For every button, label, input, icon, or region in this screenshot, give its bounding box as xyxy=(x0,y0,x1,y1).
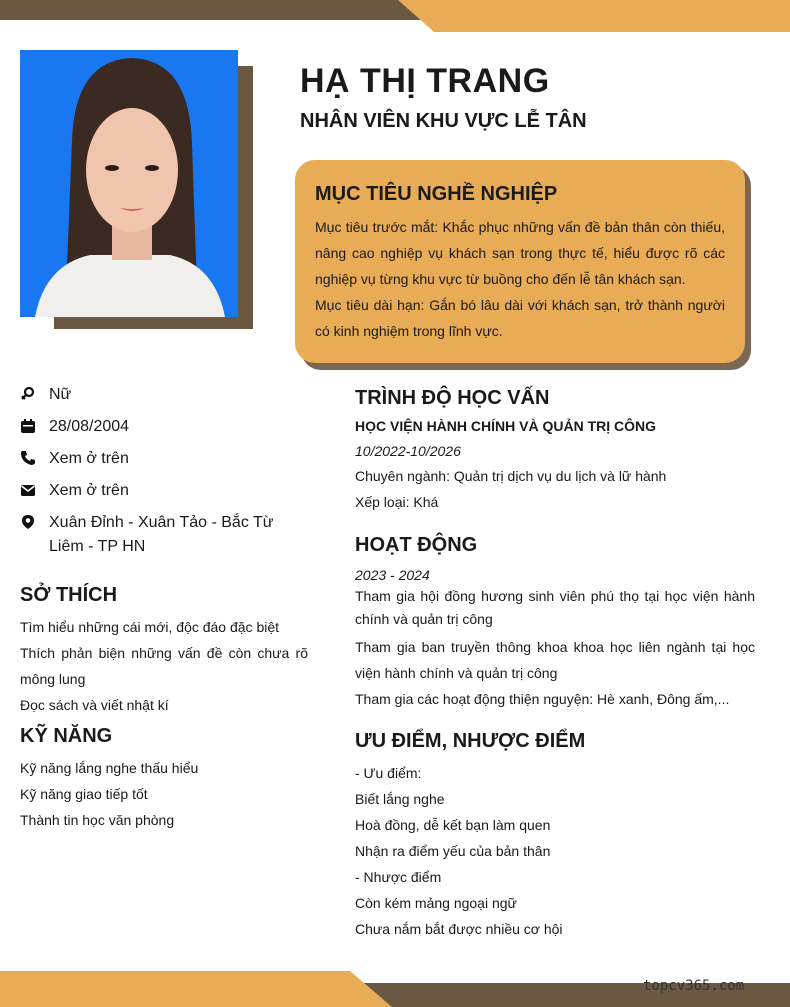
phone-icon xyxy=(20,450,36,466)
strengths-title: ƯU ĐIỂM, NHƯỢC ĐIỂM xyxy=(355,730,586,752)
education-details xyxy=(355,463,755,515)
skill-item: Kỹ năng giao tiếp tốt xyxy=(20,786,148,802)
skill-item: Thành tin học văn phòng xyxy=(20,812,175,828)
hobbies-list xyxy=(20,614,308,718)
strength-item: Hoà đồng, dễ kết bạn làm quen xyxy=(355,817,551,833)
location-pin-icon xyxy=(20,514,36,530)
activities-list xyxy=(355,585,755,712)
activities-period: 2023 - 2024 xyxy=(355,567,430,583)
strength-item: Còn kém mảng ngoại ngữ xyxy=(355,895,517,911)
objective-text xyxy=(315,214,725,344)
strength-item: - Nhược điểm xyxy=(355,869,442,885)
hobby-item: Tìm hiểu những cái mới, độc đáo đặc biệt xyxy=(20,619,280,635)
activity-item: Tham gia ban truyền thông khoa khoa học liên ngành tại học viện hành chính và quản trị công xyxy=(355,639,755,681)
strength-item: Nhận ra điểm yếu của bản thân xyxy=(355,843,551,859)
objective-short-term: Mục tiêu trước mắt: Khắc phục những vấn đề bản thân còn thiếu, nâng cao nghiệp vụ khách sạn trong thực tế, hiểu được rõ các nghiệp vụ từng khu vực từ buồng cho đến lễ tân khách sạn. xyxy=(315,219,725,287)
hobby-item: Thích phản biện những vấn đề còn chưa rõ mông lung xyxy=(20,645,308,687)
job-title: NHÂN VIÊN KHU VỰC LỄ TÂN xyxy=(300,110,587,132)
education-period: 10/2022-10/2026 xyxy=(355,443,461,459)
top-band-dark xyxy=(0,0,470,20)
skills-title: KỸ NĂNG xyxy=(20,725,113,747)
hobby-item: Đọc sách và viết nhật kí xyxy=(20,697,169,713)
education-major: Chuyên ngành: Quản trị dịch vụ du lịch và lữ hành xyxy=(355,468,667,484)
objective-long-term: Mục tiêu dài hạn: Gắn bó lâu dài với khách sạn, trở thành người có kinh nghiệm trong lĩnh vực. xyxy=(315,297,725,339)
site-watermark: topcv365.com xyxy=(643,978,745,994)
top-band-accent xyxy=(398,0,790,32)
portrait-illustration xyxy=(20,50,238,317)
education-title: TRÌNH ĐỘ HỌC VẤN xyxy=(355,387,550,409)
gender-icon xyxy=(20,386,36,402)
objective-title: MỤC TIÊU NGHỀ NGHIỆP xyxy=(315,183,558,205)
strength-item: Biết lắng nghe xyxy=(355,791,445,807)
profile-photo xyxy=(20,50,238,317)
skill-item: Kỹ năng lắng nghe thấu hiểu xyxy=(20,760,199,776)
activities-title: HOẠT ĐỘNG xyxy=(355,534,478,556)
bottom-band-accent xyxy=(0,971,392,1007)
address-value: Xuân Đỉnh - Xuân Tảo - Bắc Từ Liêm - TP HN xyxy=(49,514,274,555)
hobbies-title: SỞ THÍCH xyxy=(20,584,118,606)
activity-item: Tham gia các hoạt động thiện nguyện: Hè xanh, Đông ấm,... xyxy=(355,691,730,707)
skills-list xyxy=(20,755,308,833)
phone-value: Xem ở trên xyxy=(49,450,129,467)
activity-item: Tham gia hội đồng hương sinh viên phú thọ tại học viện hành chính và quản trị công xyxy=(355,588,755,627)
email-value: Xem ở trên xyxy=(49,482,129,499)
calendar-icon xyxy=(20,418,36,434)
email-icon xyxy=(20,482,36,498)
candidate-name: HẠ THỊ TRANG xyxy=(300,62,550,100)
education-school: HỌC VIỆN HÀNH CHÍNH VÀ QUẢN TRỊ CÔNG xyxy=(355,418,657,434)
gender-value: Nữ xyxy=(49,386,72,403)
strengths-list xyxy=(355,760,755,942)
education-rank: Xếp loại: Khá xyxy=(355,494,439,510)
strength-item: Chưa nắm bắt được nhiều cơ hội xyxy=(355,921,563,937)
dob-value: 28/08/2004 xyxy=(49,418,130,435)
strength-item: - Ưu điểm: xyxy=(355,765,422,781)
